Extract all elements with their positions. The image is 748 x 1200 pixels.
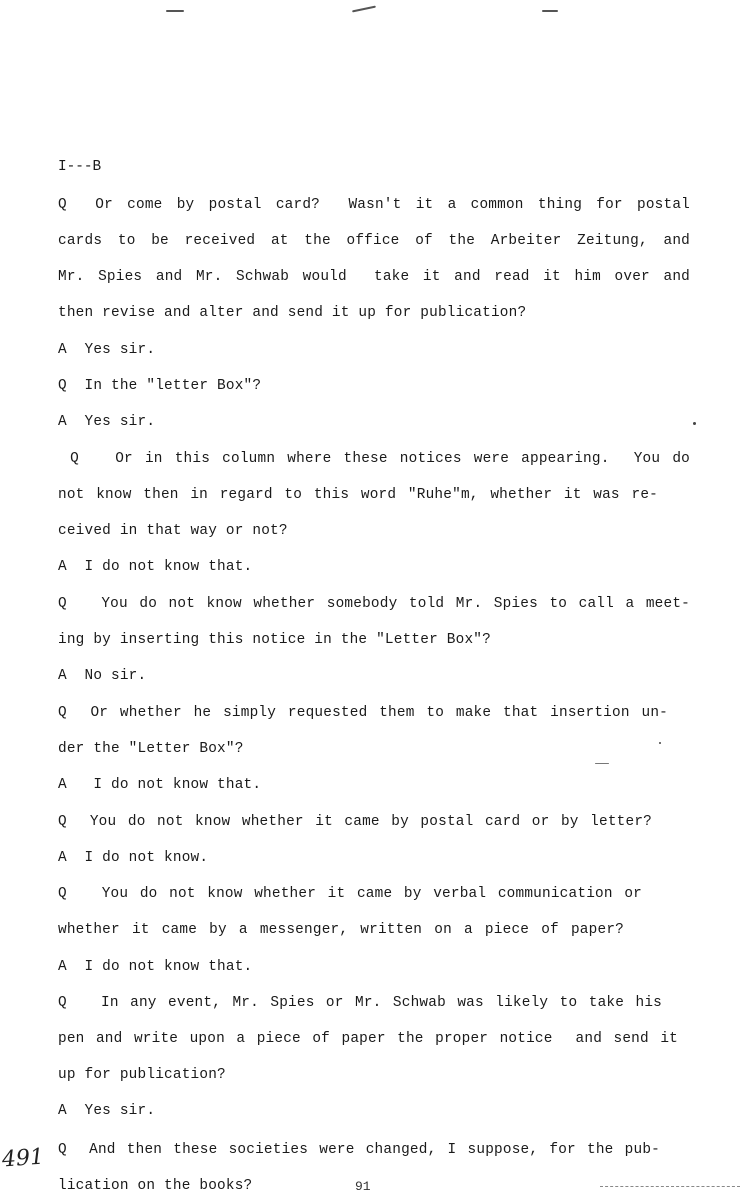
scan-mark-right bbox=[542, 10, 558, 12]
scan-mark bbox=[595, 763, 609, 764]
transcript-line: pen and write upon a piece of paper the proper notice and send it bbox=[58, 1031, 678, 1047]
page-number: 91 bbox=[355, 1179, 371, 1194]
transcript-line: ceived in that way or not? bbox=[58, 523, 288, 539]
transcript-line: Q And then these societies were changed, I suppose, for the pub- bbox=[58, 1142, 660, 1158]
transcript-line: Q Or in this column where these notices were appearing. You do bbox=[58, 451, 690, 467]
transcript-line: der the "Letter Box"? bbox=[58, 741, 244, 757]
transcript-line: A No sir. bbox=[58, 668, 147, 684]
scan-speck bbox=[659, 742, 661, 744]
transcript-line: Mr. Spies and Mr. Schwab would take it and read it him over and bbox=[58, 269, 690, 285]
transcript-line: cards to be received at the office of the Arbeiter Zeitung, and bbox=[58, 233, 690, 249]
scan-rule bbox=[600, 1186, 740, 1188]
transcript-line: A Yes sir. bbox=[58, 1103, 156, 1119]
scan-mark-center bbox=[352, 6, 376, 13]
transcript-line: A I do not know that. bbox=[58, 959, 253, 975]
transcript-line: A Yes sir. bbox=[58, 342, 156, 358]
transcript-line: Q In the "letter Box"? bbox=[58, 378, 262, 394]
section-header: I---B bbox=[58, 159, 102, 175]
transcript-line: Q You do not know whether it came by postal card or by letter? bbox=[58, 814, 652, 830]
transcript-line: lication on the books? bbox=[58, 1178, 253, 1194]
transcript-line: Q You do not know whether it came by verbal communication or bbox=[58, 886, 642, 902]
transcript-line: A I do not know that. bbox=[58, 777, 262, 793]
transcript-line: Q In any event, Mr. Spies or Mr. Schwab was likely to take his bbox=[58, 995, 662, 1011]
transcript-line: Q Or whether he simply requested them to make that insertion un- bbox=[58, 705, 668, 721]
transcript-line: A I do not know that. bbox=[58, 559, 253, 575]
scan-mark-left bbox=[166, 10, 184, 12]
transcript-line: ing by inserting this notice in the "Letter Box"? bbox=[58, 632, 491, 648]
transcript-line: whether it came by a messenger, written on a piece of paper? bbox=[58, 922, 624, 938]
handwritten-margin-note: 491 bbox=[1, 1144, 45, 1173]
transcript-line: up for publication? bbox=[58, 1067, 226, 1083]
transcript-line: A Yes sir. bbox=[58, 414, 156, 430]
transcript-line: Q Or come by postal card? Wasn't it a common thing for postal bbox=[58, 197, 690, 213]
transcript-line: A I do not know. bbox=[58, 850, 209, 866]
scan-speck bbox=[693, 422, 696, 425]
transcript-line: Q You do not know whether somebody told Mr. Spies to call a meet- bbox=[58, 596, 690, 612]
transcript-line: not know then in regard to this word "Ruhe"m, whether it was re- bbox=[58, 487, 658, 503]
transcript-line: then revise and alter and send it up for publication? bbox=[58, 305, 527, 321]
